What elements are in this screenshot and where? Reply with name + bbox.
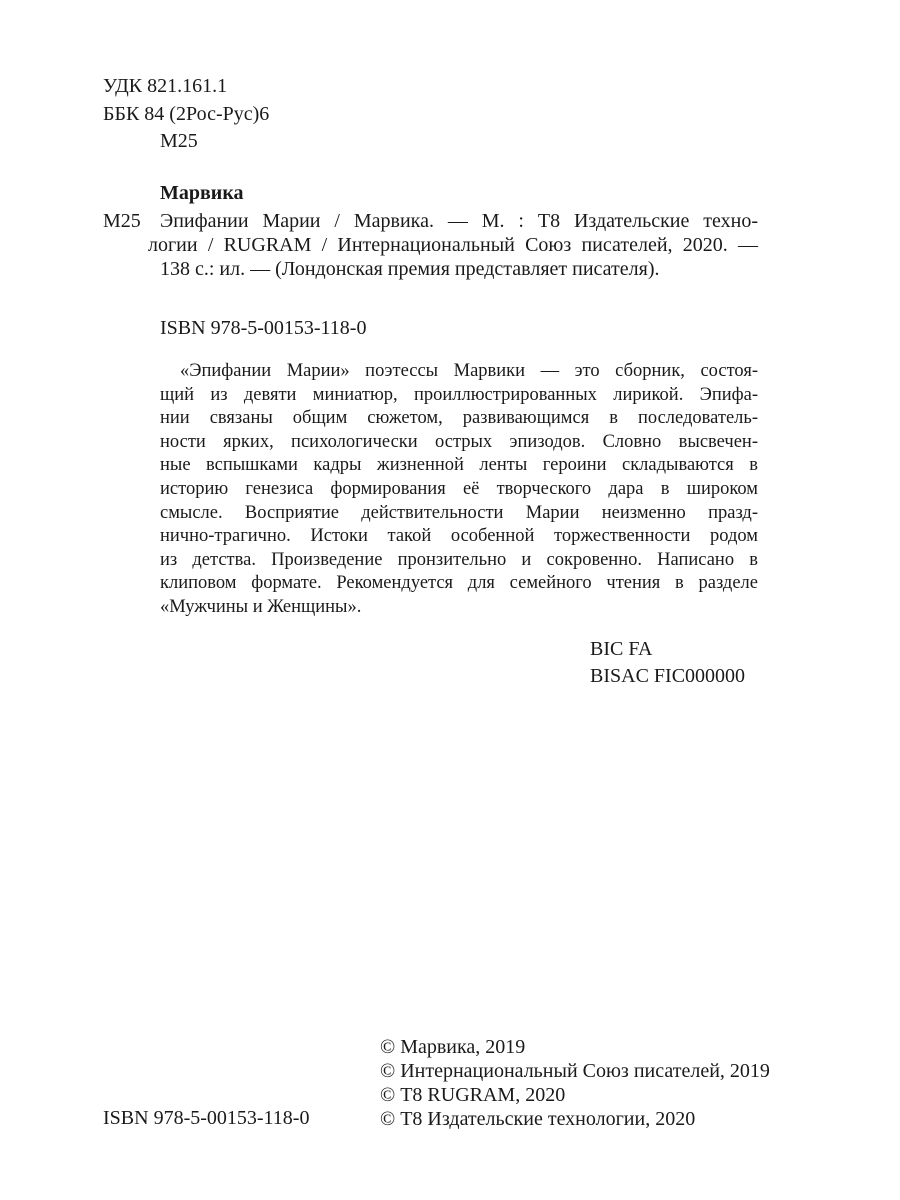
annotation-line: нично-трагично. Истоки такой особенной торжественности родом <box>160 526 758 547</box>
annotation-line: ные вспышками кадры жизненной ленты героини складываются в <box>160 455 758 476</box>
entry-isbn: ISBN 978-5-00153-118-0 <box>160 317 367 339</box>
entry-line: логии / RUGRAM / Интернациональный Союз писателей, 2020. — <box>148 234 758 256</box>
entry-line: Эпифании Марии / Марвика. — М. : Т8 Издательские техно- <box>160 210 758 232</box>
annotation-line: смысле. Восприятие действительности Марии неизменно празд- <box>160 502 758 523</box>
author-mark: М25 <box>160 130 198 152</box>
entry-mark: М25 <box>103 210 141 232</box>
annotation-line: «Мужчины и Женщины». <box>160 596 362 617</box>
bbk-code: ББК 84 (2Рос-Рус)6 <box>103 103 270 125</box>
entry-line: 138 с.: ил. — (Лондонская премия представляет писателя). <box>160 258 660 280</box>
copyright-line: © Т8 Издательские технологии, 2020 <box>380 1108 696 1130</box>
copyright-list <box>380 1035 770 1131</box>
bisac-code: BISAC FIC000000 <box>590 665 746 687</box>
annotation-line: «Эпифании Марии» поэтессы Марвики — это сборник, состоя- <box>180 361 758 381</box>
annotation-line: щий из девяти миниатюр, проиллюстрированных лирикой. Эпифа- <box>160 384 758 405</box>
annotation-line: клиповом формате. Рекомендуется для семейного чтения в разделе <box>160 573 758 594</box>
copyright-line: © Т8 RUGRAM, 2020 <box>380 1084 566 1106</box>
bic-code: BIC FA <box>590 638 653 660</box>
annotation-line: нии связаны общим сюжетом, развивающимся в последователь- <box>160 408 758 429</box>
annotation-line: ности ярких, психологически острых эпизодов. Словно высвечен- <box>160 431 758 452</box>
footer-isbn: ISBN 978-5-00153-118-0 <box>103 1107 310 1129</box>
copyright-line: © Интернациональный Союз писателей, 2019 <box>380 1060 770 1082</box>
annotation-line: историю генезиса формирования её творческого дара в широком <box>160 478 758 499</box>
udk-code: УДК 821.161.1 <box>103 75 228 97</box>
copyright-line: © Марвика, 2019 <box>380 1036 526 1058</box>
entry-description <box>148 209 758 281</box>
annotation <box>160 360 758 620</box>
annotation-line: из детства. Произведение пронзительно и сокровенно. Написано в <box>160 549 758 570</box>
entry-heading: Марвика <box>160 182 244 204</box>
